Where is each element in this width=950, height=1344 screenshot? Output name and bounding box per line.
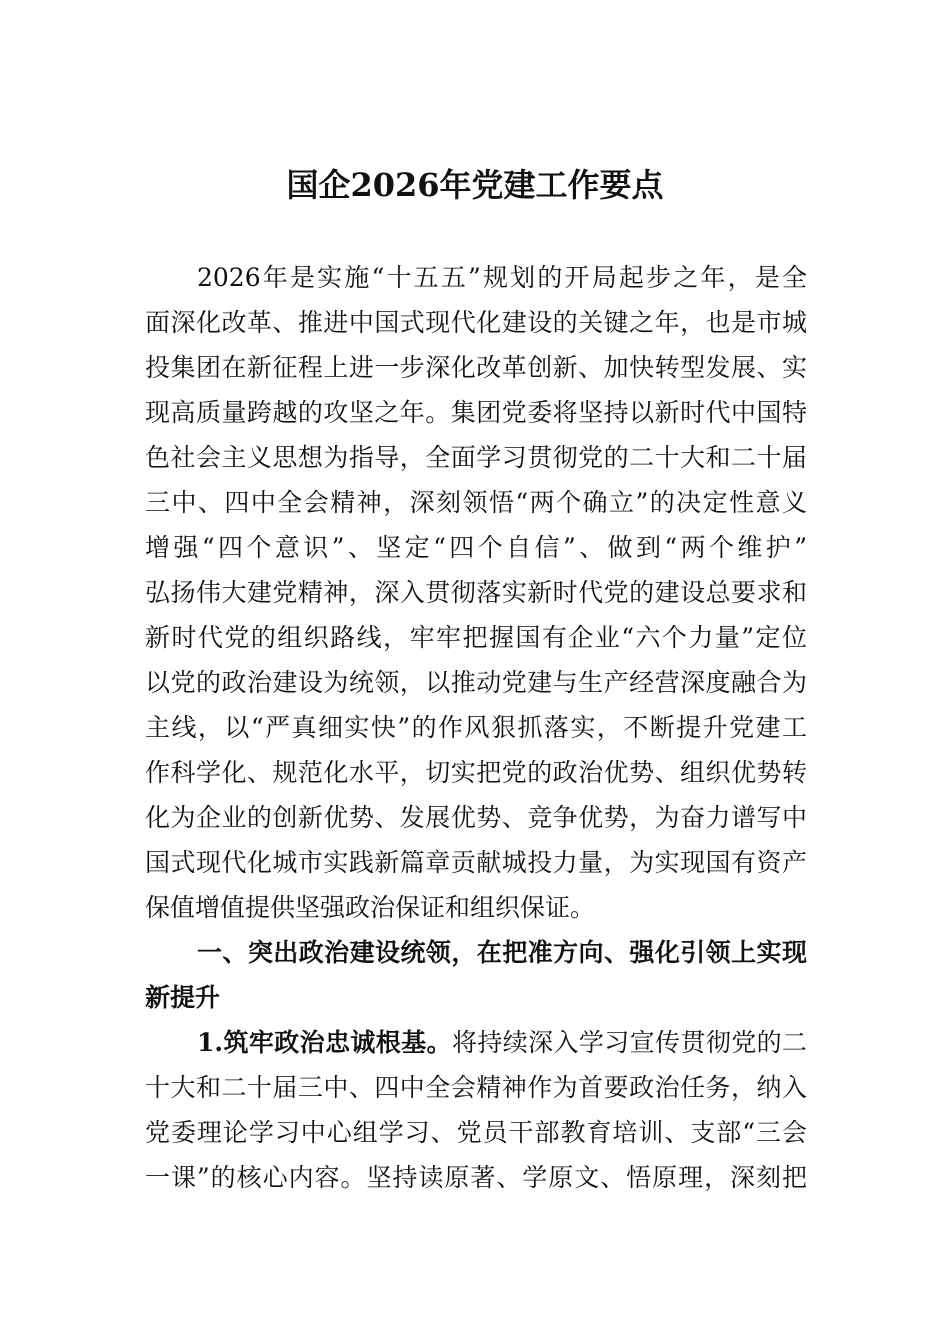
text-line: 三中、四中全会精神，深刻领悟“两个确立”的决定性意义 — [145, 488, 807, 517]
item-lead: 1.筑牢政治忠诚根基。 — [197, 1028, 452, 1057]
intro-paragraph — [145, 255, 807, 930]
text-line: 以党的政治建设为统领，以推动党建与生产经营深度融合为 — [145, 668, 807, 697]
text-line: 化为企业的创新优势、发展优势、竞争优势，为奋力谱写中 — [145, 803, 807, 832]
heading-line: 新提升 — [145, 983, 221, 1012]
document-title: 国企2026年党建工作要点 — [286, 166, 664, 204]
text-line: 增强“四个意识”、坚定“四个自信”、做到“两个维护” — [145, 533, 807, 562]
section-heading — [145, 930, 807, 1020]
text-line: 投集团在新征程上进一步深化改革创新、加快转型发展、实 — [145, 353, 807, 382]
text-line: 主线，以“严真细实快”的作风狠抓落实，不断提升党建工 — [145, 713, 807, 742]
text-line: 党委理论学习中心组学习、党员干部教育培训、支部“三会 — [145, 1118, 807, 1147]
text-line: 色社会主义思想为指导，全面学习贯彻党的二十大和二十届 — [145, 443, 807, 472]
text-line: 新时代党的组织路线，牢牢把握国有企业“六个力量”定位 — [145, 623, 807, 652]
item-paragraph — [145, 1020, 807, 1200]
text-line: 面深化改革、推进中国式现代化建设的关键之年，也是市城 — [145, 308, 807, 337]
text-line: 现高质量跨越的攻坚之年。集团党委将坚持以新时代中国特 — [145, 398, 807, 427]
item-text: 将持续深入学习宣传贯彻党的二 — [451, 1028, 807, 1057]
text-line: 一课”的核心内容。坚持读原著、学原文、悟原理，深刻把 — [145, 1163, 807, 1192]
text-line: 国式现代化城市实践新篇章贡献城投力量，为实现国有资产 — [145, 848, 807, 877]
text-line: 作科学化、规范化水平，切实把党的政治优势、组织优势转 — [145, 758, 807, 787]
text-line: 十大和二十届三中、四中全会精神作为首要政治任务，纳入 — [145, 1073, 807, 1102]
heading-line: 一、突出政治建设统领，在把准方向、强化引领上实现 — [197, 938, 807, 967]
text-line — [145, 1020, 807, 1065]
text-line: 保值增值提供坚强政治保证和组织保证。 — [145, 893, 596, 922]
text-line: 弘扬伟大建党精神，深入贯彻落实新时代党的建设总要求和 — [145, 578, 807, 607]
document-body — [145, 255, 807, 1200]
text-line: 2026年是实施“十五五”规划的开局起步之年，是全 — [197, 263, 807, 292]
